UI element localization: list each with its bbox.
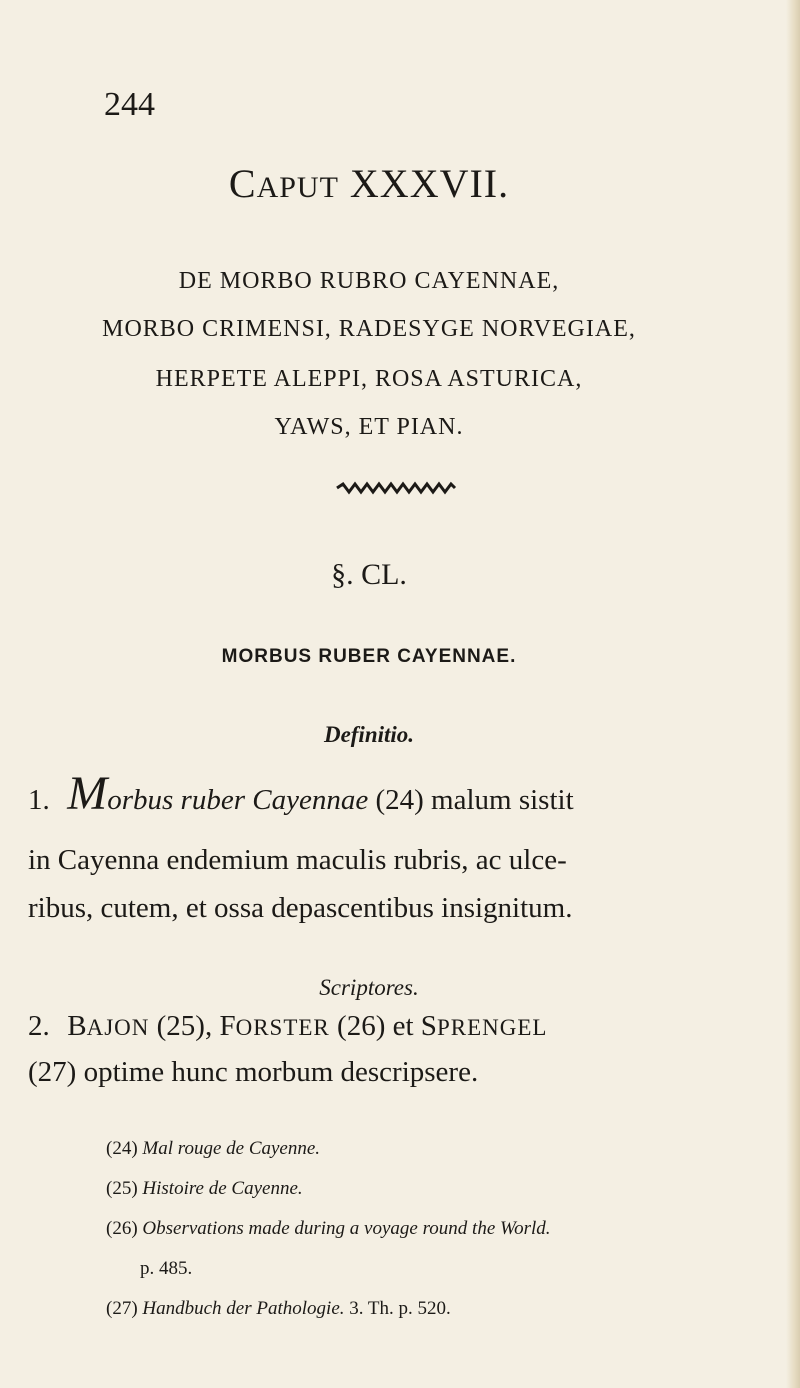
scriptores-heading: Scriptores. (319, 975, 419, 1000)
text-run: malum sistit (431, 784, 574, 816)
text-run: optime hunc morbum descripsere. (83, 1056, 479, 1088)
footnote-number: (24) (106, 1138, 138, 1159)
chapter-numeral: XXXVII. (349, 161, 510, 206)
paragraph-2-line-1 (28, 1010, 768, 1043)
subtitle-line-3: HERPETE ALEPPI, ROSA ASTURICA, (155, 366, 583, 392)
ornament-divider (335, 480, 457, 496)
footnote-ref: (26) (337, 1010, 386, 1042)
footnote-2 (106, 1178, 303, 1200)
author-name: AJON (86, 1015, 150, 1040)
footnote-number: (26) (106, 1218, 138, 1239)
paragraph-1-line-3: ribus, cutem, et ossa depascentibus insignitum. (28, 892, 573, 924)
text-run: et (392, 1010, 414, 1042)
footnote-text: Handbuch der Pathologie. (142, 1298, 345, 1319)
footnote-number: (27) (106, 1298, 138, 1319)
footnote-1 (106, 1138, 320, 1160)
italic-term: orbus ruber Cayennae (107, 784, 369, 816)
paragraph-1-line-2: in Cayenna endemium maculis rubris, ac ulce- (28, 844, 567, 876)
section-number: §. CL. (331, 558, 407, 591)
footnote-ref: (24) (375, 784, 424, 816)
footnote-text: Observations made during a voyage round the World. (142, 1218, 551, 1239)
author-name: ORSTER (235, 1015, 330, 1040)
paragraph-number: 2. (28, 1010, 50, 1042)
author-initial: B (67, 1010, 87, 1042)
subtitle-line-1: DE MORBO RUBRO CAYENNAE, (178, 268, 560, 294)
footnote-text: Mal rouge de Cayenne. (142, 1138, 321, 1159)
author-name: PRENGEL (436, 1015, 548, 1040)
author-initial: S (420, 1010, 437, 1042)
footnote-ref-detail: 3. Th. p. 520. (349, 1298, 451, 1319)
chapter-title (0, 160, 738, 207)
footnote-3 (106, 1218, 551, 1240)
page-number: 244 (104, 86, 155, 123)
footnote-ref: (27) (28, 1056, 77, 1088)
subtitle-line-2: MORBO CRIMENSI, RADESYGE NORVEGIAE, (102, 316, 636, 342)
chapter-title-smallcaps: APUT (256, 171, 339, 204)
paragraph-1-line-1 (28, 767, 768, 820)
subtitle-line-4: YAWS, ET PIAN. (274, 414, 464, 440)
chapter-title-initial: C (228, 161, 257, 206)
footnote-4 (106, 1298, 451, 1320)
paragraph-2-line-2 (28, 1056, 768, 1089)
footnote-text: Histoire de Cayenne. (142, 1178, 303, 1199)
drop-cap: M (67, 767, 108, 820)
footnote-ref: (25), (156, 1010, 213, 1042)
section-heading: MORBUS RUBER CAYENNAE. (221, 646, 517, 667)
definitio-heading: Definitio. (323, 722, 415, 747)
footnote-3-continuation: p. 485. (140, 1258, 193, 1279)
author-initial: F (219, 1010, 236, 1042)
page-edge (786, 0, 800, 1388)
paragraph-number: 1. (28, 784, 50, 816)
footnote-number: (25) (106, 1178, 138, 1199)
